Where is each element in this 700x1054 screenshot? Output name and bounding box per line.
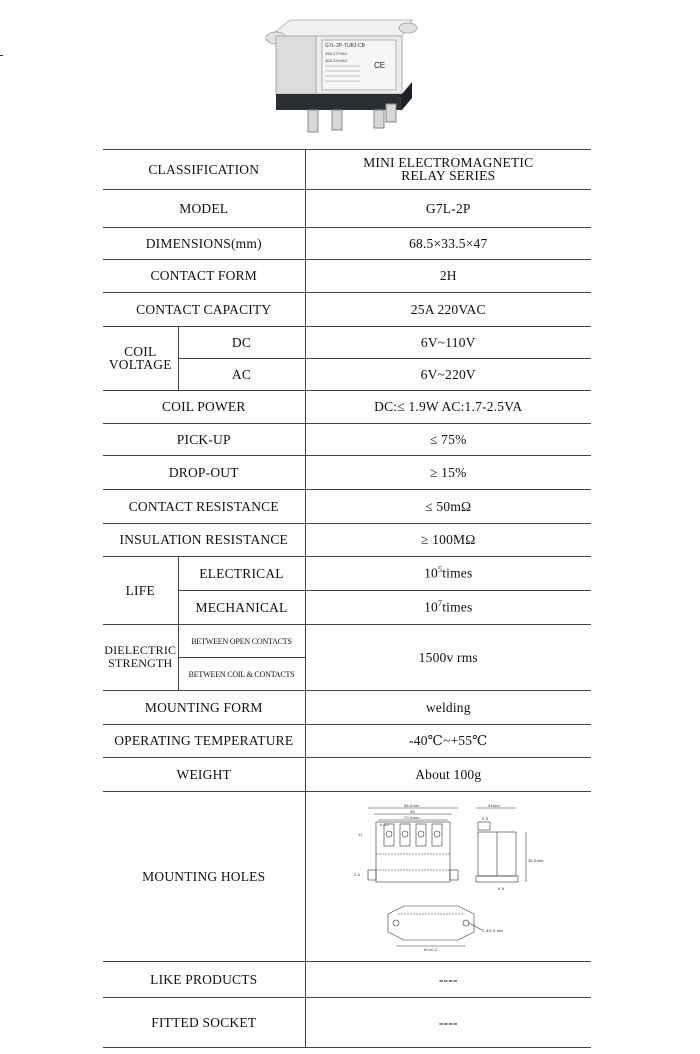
like-products-value: ----: [305, 962, 591, 998]
dim-height: 36.5mm: [528, 857, 544, 863]
row-contact-resistance: [103, 490, 591, 524]
row-dimensions: [103, 228, 591, 260]
row-weight: [103, 758, 591, 792]
fitted-socket-label: FITTED SOCKET: [103, 998, 305, 1048]
row-like-products: [103, 962, 591, 998]
mounting-holes-drawing-cell: [305, 792, 591, 962]
row-dielectric-open: [103, 625, 591, 658]
row-coil-power: [103, 391, 591, 424]
operating-temperature-value: -40℃~+55℃: [305, 725, 591, 758]
dielectric-open-contacts-label: BETWEEN OPEN CONTACTS: [178, 625, 305, 658]
coil-dc-value: 6V~110V: [305, 327, 591, 359]
mounting-form-value: welding: [305, 691, 591, 725]
drop-out-value: ≥ 15%: [305, 456, 591, 490]
dim-hole-dia: 2-Φ4.5 tab: [482, 927, 504, 933]
coil-ac-label: AC: [178, 359, 305, 391]
drop-out-label: DROP-OUT: [103, 456, 305, 490]
row-coil-voltage-dc: [103, 327, 591, 359]
dim-height-11: 11: [358, 831, 363, 837]
dim-4-5: 4.5: [498, 885, 505, 891]
row-classification: [103, 150, 591, 190]
dielectric-coil-contacts-label: BETWEEN COIL & CONTACTS: [178, 658, 305, 691]
margin-mark: [0, 55, 3, 56]
dimensions-label: DIMENSIONS(mm): [103, 228, 305, 260]
row-contact-form: [103, 260, 591, 293]
relay-label-model: G7L-2P-TUBJ-CB: [325, 43, 366, 49]
life-electrical-value: $10^5times$: [305, 557, 591, 591]
row-operating-temperature: [103, 725, 591, 758]
weight-value: About 100g: [305, 758, 591, 792]
classification-value: MINI ELECTROMAGNETIC RELAY SERIES: [305, 150, 591, 190]
model-value: G7L-2P: [305, 190, 591, 228]
row-fitted-socket: [103, 998, 591, 1048]
row-life-electrical: [103, 557, 591, 591]
dielectric-strength-label: DIELECTRIC STRENGTH: [103, 625, 178, 691]
coil-ac-value: 6V~220V: [305, 359, 591, 391]
like-products-label: LIKE PRODUCTS: [103, 962, 305, 998]
row-model: [103, 190, 591, 228]
dim-width: 34mm: [488, 802, 501, 808]
model-label: MODEL: [103, 190, 305, 228]
row-drop-out: [103, 456, 591, 490]
coil-power-value: DC:≤ 1.9W AC:1.7-2.5VA: [305, 391, 591, 424]
mounting-holes-label: MOUNTING HOLES: [103, 792, 305, 962]
dim-hole-pitch: 60±0.2: [424, 946, 438, 952]
dim-0-5: 0.5: [482, 815, 489, 821]
mounting-form-label: MOUNTING FORM: [103, 691, 305, 725]
life-mechanical-value: $10^7times$: [305, 591, 591, 625]
life-mechanical-label: MECHANICAL: [178, 591, 305, 625]
contact-capacity-label: CONTACT CAPACITY: [103, 293, 305, 327]
insulation-resistance-value: ≥ 100MΩ: [305, 524, 591, 557]
life-label: LIFE: [103, 557, 178, 625]
contact-capacity-value: 25A 220VAC: [305, 293, 591, 327]
row-mounting-form: [103, 691, 591, 725]
contact-resistance-label: CONTACT RESISTANCE: [103, 490, 305, 524]
row-insulation-resistance: [103, 524, 591, 557]
dim-overall-length: 68.5mm: [404, 802, 420, 808]
relay-product-image: [262, 8, 422, 140]
operating-temperature-label: OPERATING TEMPERATURE: [103, 725, 305, 758]
relay-label-rating-2: 30A 220VAC: [325, 58, 348, 63]
mounting-holes-drawing: [348, 802, 548, 952]
contact-form-label: CONTACT FORM: [103, 260, 305, 293]
coil-voltage-label: COIL VOLTAGE: [103, 327, 178, 391]
row-mounting-holes: [103, 792, 591, 962]
weight-label: WEIGHT: [103, 758, 305, 792]
dielectric-strength-value: 1500v rms: [305, 625, 591, 691]
classification-label: CLASSIFICATION: [103, 150, 305, 190]
pick-up-label: PICK-UP: [103, 424, 305, 456]
insulation-resistance-label: INSULATION RESISTANCE: [103, 524, 305, 557]
pick-up-value: ≤ 75%: [305, 424, 591, 456]
spec-table: [103, 149, 591, 1048]
contact-resistance-value: ≤ 50mΩ: [305, 490, 591, 524]
row-pick-up: [103, 424, 591, 456]
ce-mark: CE: [374, 61, 386, 70]
dim-2-5: 2.5: [354, 871, 361, 877]
dim-body-length: 70.5mm: [404, 814, 420, 820]
coil-dc-label: DC: [178, 327, 305, 359]
dimensions-value: 68.5×33.5×47: [305, 228, 591, 260]
fitted-socket-value: ----: [305, 998, 591, 1048]
life-electrical-label: ELECTRICAL: [178, 557, 305, 591]
dim-terminal: 6-12: [380, 821, 390, 827]
relay-label-rating-1: 25A 277VAC: [325, 51, 348, 56]
coil-power-label: COIL POWER: [103, 391, 305, 424]
row-contact-capacity: [103, 293, 591, 327]
dim-pitch: 65: [410, 808, 416, 814]
contact-form-value: 2H: [305, 260, 591, 293]
